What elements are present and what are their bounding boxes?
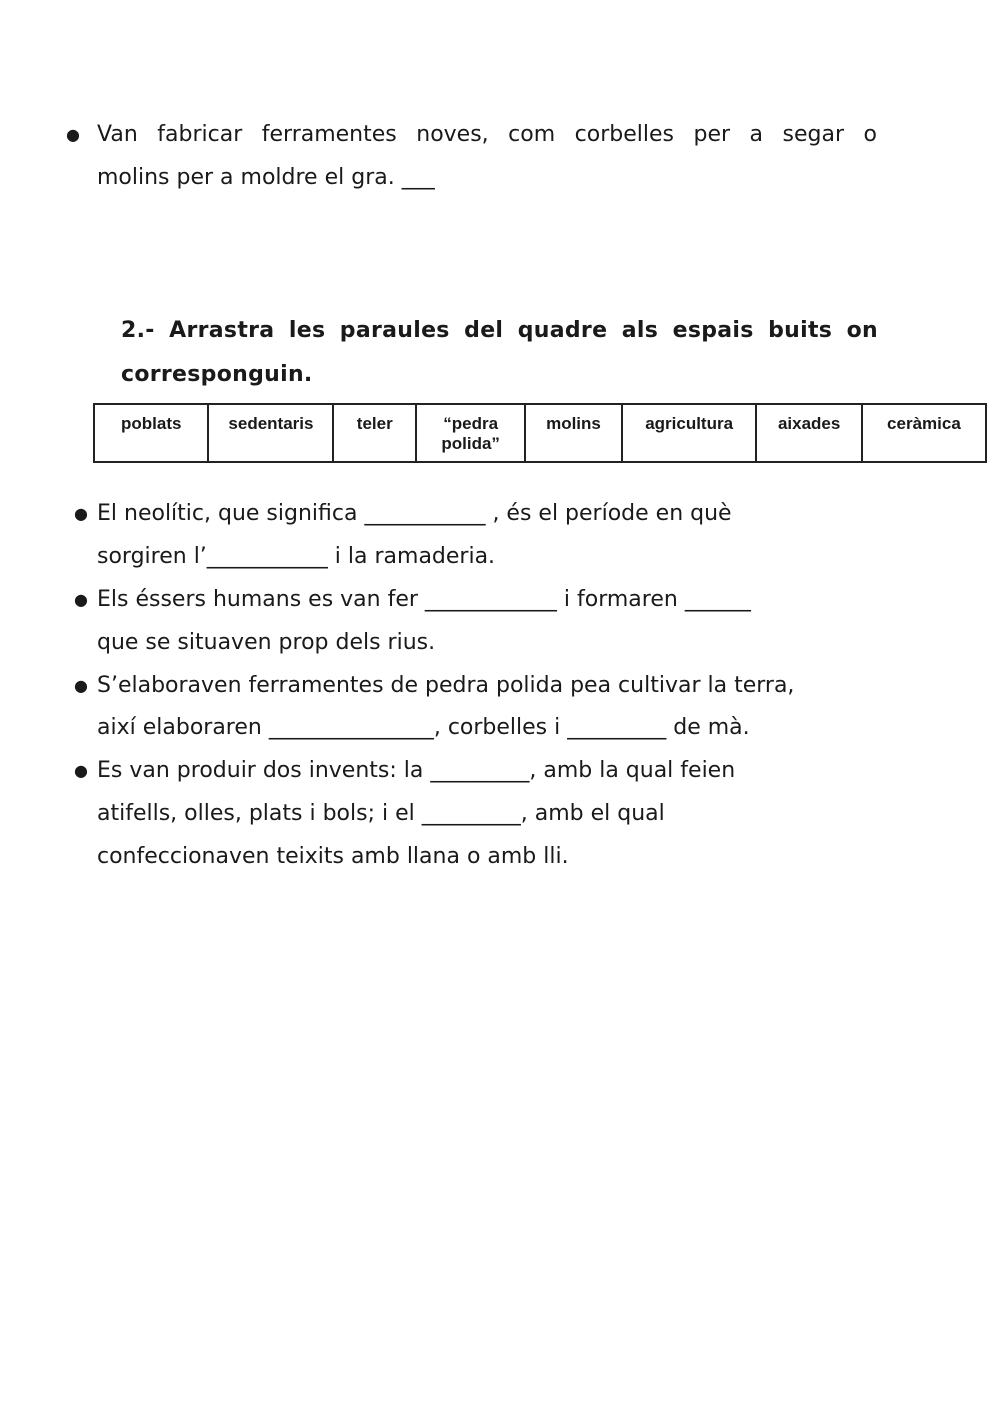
- bullet-text-line: Van fabricar ferramentes noves, com corbelles per a segar o: [97, 122, 877, 147]
- word-bank-item[interactable]: poblats: [94, 404, 208, 462]
- fill-in-sentence: S’elaboraven ferramentes de pedra polida pea cultivar la terra,: [97, 673, 795, 698]
- word-bank-item[interactable]: agricultura: [622, 404, 757, 462]
- word-bank-item[interactable]: teler: [333, 404, 416, 462]
- word-bank-item[interactable]: molins: [525, 404, 622, 462]
- fill-in-sentence: sorgiren l’___________ i la ramaderia.: [97, 544, 496, 569]
- word-bank-table: [93, 403, 987, 463]
- word-bank-item[interactable]: “pedra polida”: [416, 404, 525, 462]
- fill-in-sentence: confeccionaven teixits amb llana o amb lli.: [97, 844, 569, 869]
- fill-in-sentence: així elaboraren _______________, corbelles i _________ de mà.: [97, 715, 750, 740]
- fill-in-sentence: Els éssers humans es van fer ____________ i formaren ______: [97, 587, 751, 612]
- word-bank-item[interactable]: sedentaris: [208, 404, 333, 462]
- bullet-dot: ●: [74, 761, 88, 780]
- fill-in-sentence: atifells, olles, plats i bols; i el _________, amb el qual: [97, 801, 665, 826]
- bullet-text-line: molins per a moldre el gra. ___: [97, 165, 435, 190]
- bullet-dot: ●: [66, 125, 80, 144]
- word-bank-item[interactable]: aixades: [756, 404, 861, 462]
- fill-in-sentence: El neolític, que significa ___________ , és el període en què: [97, 501, 732, 526]
- exercise-heading: 2.- Arrastra les paraules del quadre als espais buits on: [121, 318, 878, 343]
- fill-in-sentence: Es van produir dos invents: la _________, amb la qual feien: [97, 758, 736, 783]
- bullet-dot: ●: [74, 590, 88, 609]
- bullet-dot: ●: [74, 504, 88, 523]
- exercise-heading: corresponguin.: [121, 362, 313, 387]
- word-bank-item[interactable]: ceràmica: [862, 404, 986, 462]
- bullet-dot: ●: [74, 676, 88, 695]
- fill-in-sentence: que se situaven prop dels rius.: [97, 630, 436, 655]
